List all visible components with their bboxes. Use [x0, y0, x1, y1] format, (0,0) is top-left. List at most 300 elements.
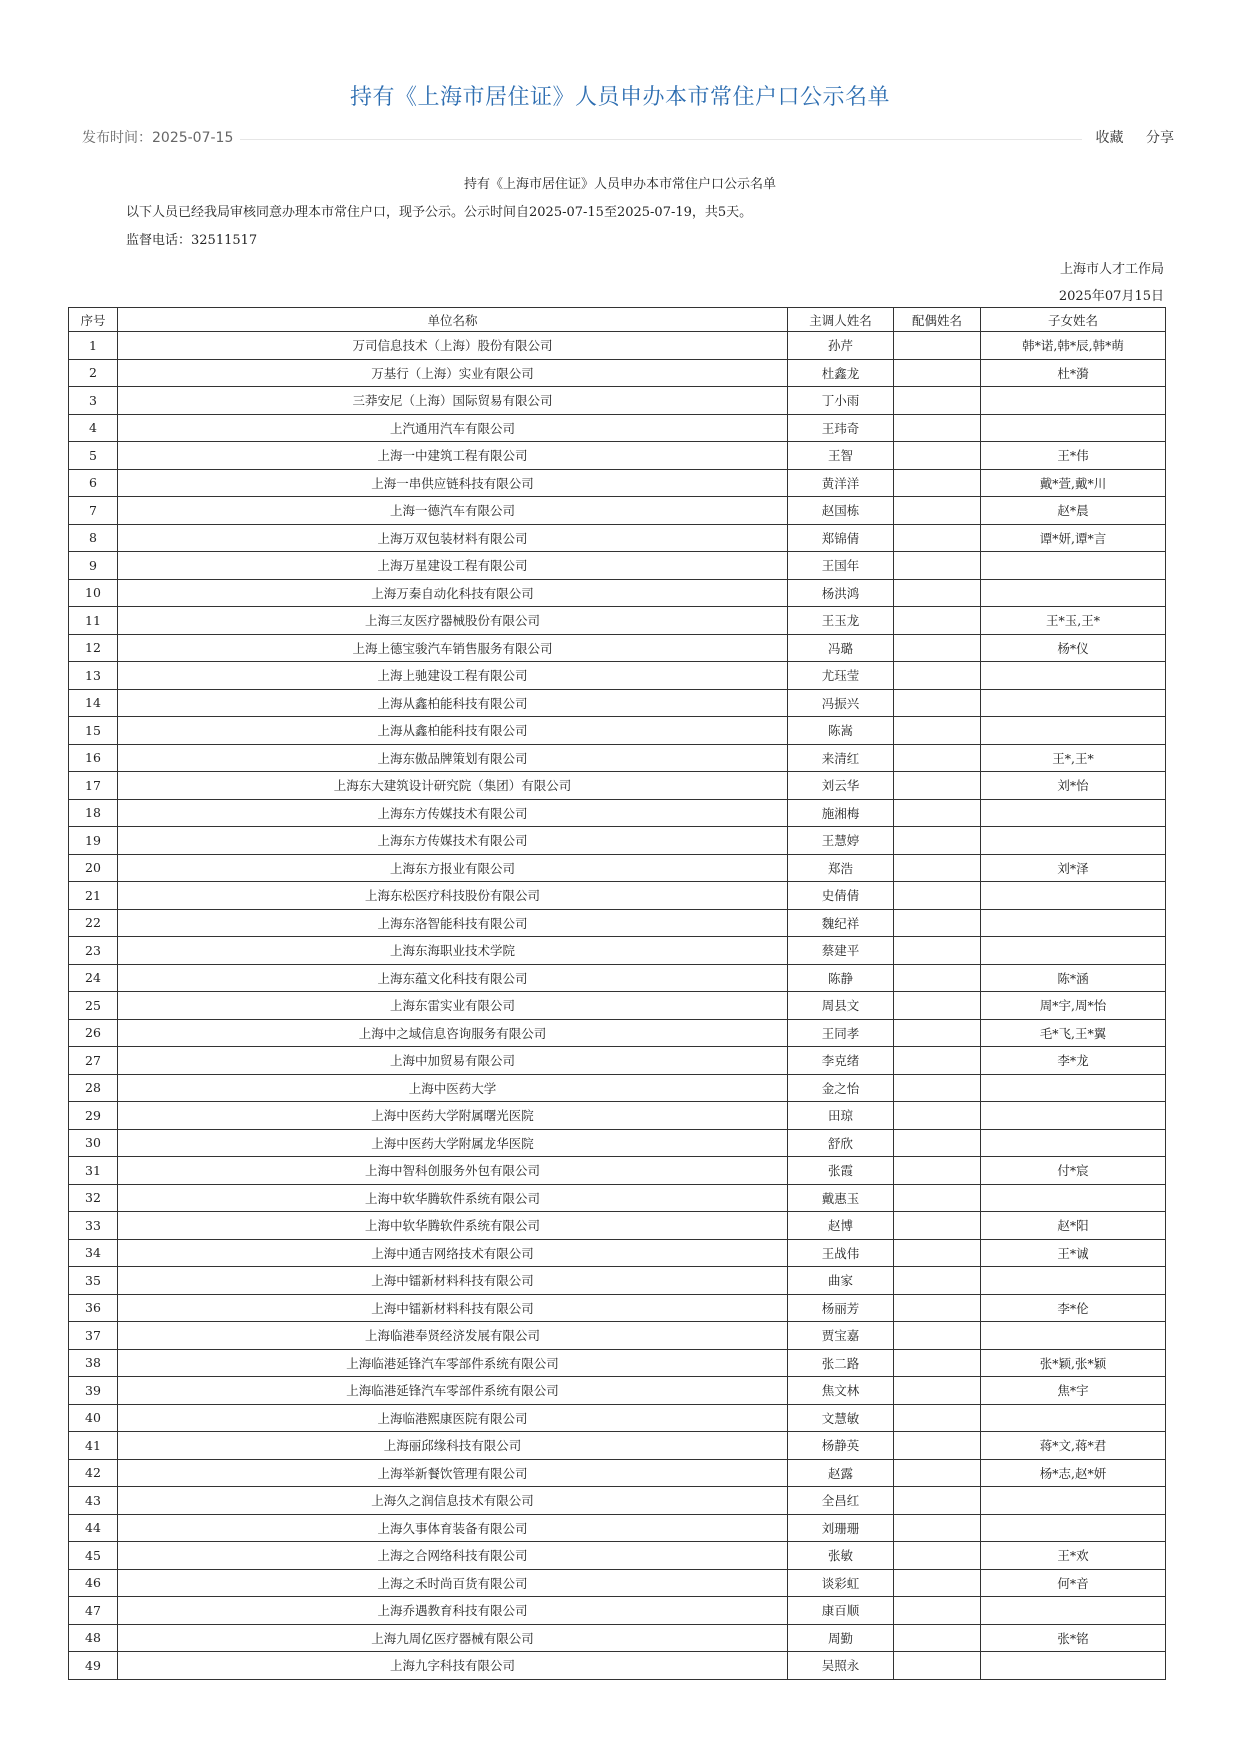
spouse-name	[894, 1157, 981, 1185]
table-row	[69, 882, 1166, 910]
table-row	[69, 579, 1166, 607]
row-index: 35	[69, 1267, 118, 1295]
row-index: 25	[69, 992, 118, 1020]
unit-name: 上海东雷实业有限公司	[118, 992, 788, 1020]
children-names: 何*音	[981, 1569, 1166, 1597]
row-index: 38	[69, 1349, 118, 1377]
spouse-name	[894, 579, 981, 607]
supervision-hotline: 监督电话：32511517	[126, 233, 258, 248]
spouse-name	[894, 1322, 981, 1350]
row-index: 40	[69, 1404, 118, 1432]
applicant-name: 尤珏莹	[788, 662, 894, 690]
table-row	[69, 772, 1166, 800]
unit-name: 上海上驰建设工程有限公司	[118, 662, 788, 690]
row-index: 33	[69, 1212, 118, 1240]
unit-name: 上海东傲品牌策划有限公司	[118, 744, 788, 772]
unit-name: 上海临港延锋汽车零部件系统有限公司	[118, 1349, 788, 1377]
table-row	[69, 937, 1166, 965]
unit-name: 上海临港奉贤经济发展有限公司	[118, 1322, 788, 1350]
applicant-name: 杜鑫龙	[788, 359, 894, 387]
applicant-name: 周县文	[788, 992, 894, 1020]
spouse-name	[894, 1102, 981, 1130]
unit-name: 上海万星建设工程有限公司	[118, 552, 788, 580]
applicant-name: 赵露	[788, 1459, 894, 1487]
unit-name: 上海丽邱缘科技有限公司	[118, 1432, 788, 1460]
children-names	[981, 552, 1166, 580]
spouse-name	[894, 1074, 981, 1102]
row-index: 48	[69, 1624, 118, 1652]
row-index: 7	[69, 497, 118, 525]
spouse-name	[894, 1459, 981, 1487]
spouse-name	[894, 1349, 981, 1377]
applicant-name: 陈嵩	[788, 717, 894, 745]
table-row	[69, 469, 1166, 497]
table-row	[69, 1542, 1166, 1570]
row-index: 24	[69, 964, 118, 992]
applicant-name: 杨静英	[788, 1432, 894, 1460]
spouse-name	[894, 909, 981, 937]
unit-name: 上海中软华腾软件系统有限公司	[118, 1212, 788, 1240]
spouse-name	[894, 634, 981, 662]
table-row	[69, 1019, 1166, 1047]
unit-name: 上海东洛智能科技有限公司	[118, 909, 788, 937]
spouse-name	[894, 1432, 981, 1460]
unit-name: 上海东方传媒技术有限公司	[118, 799, 788, 827]
children-names	[981, 827, 1166, 855]
unit-name: 上海一中建筑工程有限公司	[118, 442, 788, 470]
spouse-name	[894, 1652, 981, 1680]
unit-name: 上海乔遇教育科技有限公司	[118, 1597, 788, 1625]
applicant-name: 谈彩虹	[788, 1569, 894, 1597]
row-index: 41	[69, 1432, 118, 1460]
table-row	[69, 1652, 1166, 1680]
children-names	[981, 909, 1166, 937]
unit-name: 上海万秦自动化科技有限公司	[118, 579, 788, 607]
spouse-name	[894, 1129, 981, 1157]
applicant-name: 丁小雨	[788, 387, 894, 415]
unit-name: 三莽安尼（上海）国际贸易有限公司	[118, 387, 788, 415]
row-index: 29	[69, 1102, 118, 1130]
applicant-name: 王国年	[788, 552, 894, 580]
row-index: 28	[69, 1074, 118, 1102]
spouse-name	[894, 442, 981, 470]
children-names: 韩*诺,韩*辰,韩*萌	[981, 332, 1166, 360]
unit-name: 上海中通吉网络技术有限公司	[118, 1239, 788, 1267]
applicant-name: 周勤	[788, 1624, 894, 1652]
row-index: 31	[69, 1157, 118, 1185]
table-row	[69, 1047, 1166, 1075]
table-row	[69, 689, 1166, 717]
applicant-name: 吴照永	[788, 1652, 894, 1680]
children-names: 王*玉,王*	[981, 607, 1166, 635]
children-names: 杨*志,赵*妍	[981, 1459, 1166, 1487]
children-names	[981, 1129, 1166, 1157]
applicant-name: 蔡建平	[788, 937, 894, 965]
unit-name: 上海中软华腾软件系统有限公司	[118, 1184, 788, 1212]
applicant-name: 陈静	[788, 964, 894, 992]
document-subtitle: 持有《上海市居住证》人员申办本市常住户口公示名单	[463, 177, 776, 192]
applicant-name: 贾宝嘉	[788, 1322, 894, 1350]
table-row	[69, 332, 1166, 360]
children-names	[981, 1322, 1166, 1350]
applicant-name: 王同孝	[788, 1019, 894, 1047]
applicant-name: 郑浩	[788, 854, 894, 882]
row-index: 12	[69, 634, 118, 662]
spouse-name	[894, 772, 981, 800]
applicant-name: 全昌红	[788, 1487, 894, 1515]
applicant-name: 戴惠玉	[788, 1184, 894, 1212]
share-button[interactable]: 分享	[1146, 130, 1174, 146]
unit-name: 上海中医药大学附属龙华医院	[118, 1129, 788, 1157]
row-index: 47	[69, 1597, 118, 1625]
children-names: 王*伟	[981, 442, 1166, 470]
table-row	[69, 497, 1166, 525]
children-names	[981, 1514, 1166, 1542]
table-row	[69, 1624, 1166, 1652]
spouse-name	[894, 497, 981, 525]
row-index: 17	[69, 772, 118, 800]
row-index: 16	[69, 744, 118, 772]
table-row	[69, 634, 1166, 662]
row-index: 26	[69, 1019, 118, 1047]
table-row	[69, 744, 1166, 772]
table-row	[69, 964, 1166, 992]
spouse-name	[894, 1047, 981, 1075]
spouse-name	[894, 854, 981, 882]
applicant-name: 曲家	[788, 1267, 894, 1295]
unit-name: 上海临港熙康医院有限公司	[118, 1404, 788, 1432]
row-index: 45	[69, 1542, 118, 1570]
unit-name: 万基行（上海）实业有限公司	[118, 359, 788, 387]
row-index: 8	[69, 524, 118, 552]
row-index: 44	[69, 1514, 118, 1542]
children-names	[981, 717, 1166, 745]
table-row	[69, 442, 1166, 470]
row-index: 4	[69, 414, 118, 442]
applicant-name: 王智	[788, 442, 894, 470]
unit-name: 上海举新餐饮管理有限公司	[118, 1459, 788, 1487]
children-names	[981, 1652, 1166, 1680]
children-names	[981, 1404, 1166, 1432]
unit-name: 上海东松医疗科技股份有限公司	[118, 882, 788, 910]
applicant-name: 郑锦倩	[788, 524, 894, 552]
table-row	[69, 1459, 1166, 1487]
children-names: 谭*妍,谭*言	[981, 524, 1166, 552]
children-names: 焦*宇	[981, 1377, 1166, 1405]
children-names: 王*,王*	[981, 744, 1166, 772]
roster-body	[69, 332, 1166, 1680]
children-names: 李*伦	[981, 1294, 1166, 1322]
spouse-name	[894, 1377, 981, 1405]
spouse-name	[894, 1212, 981, 1240]
table-row	[69, 1294, 1166, 1322]
applicant-name: 王玮奇	[788, 414, 894, 442]
table-row	[69, 1074, 1166, 1102]
spouse-name	[894, 469, 981, 497]
spouse-name	[894, 689, 981, 717]
children-names: 王*欢	[981, 1542, 1166, 1570]
spouse-name	[894, 607, 981, 635]
children-names: 赵*阳	[981, 1212, 1166, 1240]
row-index: 49	[69, 1652, 118, 1680]
table-row	[69, 359, 1166, 387]
row-index: 5	[69, 442, 118, 470]
spouse-name	[894, 1597, 981, 1625]
table-row	[69, 1514, 1166, 1542]
roster-table	[68, 307, 1166, 1680]
table-row	[69, 1267, 1166, 1295]
applicant-name: 杨丽芳	[788, 1294, 894, 1322]
unit-name: 上海三友医疗器械股份有限公司	[118, 607, 788, 635]
unit-name: 上海之合网络科技有限公司	[118, 1542, 788, 1570]
children-names: 李*龙	[981, 1047, 1166, 1075]
spouse-name	[894, 1294, 981, 1322]
row-index: 9	[69, 552, 118, 580]
row-index: 30	[69, 1129, 118, 1157]
spouse-name	[894, 744, 981, 772]
spouse-name	[894, 1542, 981, 1570]
column-header-unit: 单位名称	[118, 308, 788, 332]
applicant-name: 文慧敏	[788, 1404, 894, 1432]
spouse-name	[894, 359, 981, 387]
children-names: 赵*晨	[981, 497, 1166, 525]
applicant-name: 史倩倩	[788, 882, 894, 910]
spouse-name	[894, 717, 981, 745]
children-names: 周*宇,周*怡	[981, 992, 1166, 1020]
applicant-name: 魏纪祥	[788, 909, 894, 937]
unit-name: 上海东方传媒技术有限公司	[118, 827, 788, 855]
applicant-name: 焦文林	[788, 1377, 894, 1405]
applicant-name: 张二路	[788, 1349, 894, 1377]
table-row	[69, 1129, 1166, 1157]
unit-name: 上海九字科技有限公司	[118, 1652, 788, 1680]
divider	[240, 139, 1174, 140]
unit-name: 上海中镭新材料科技有限公司	[118, 1294, 788, 1322]
spouse-name	[894, 662, 981, 690]
children-names: 杜*漪	[981, 359, 1166, 387]
applicant-name: 冯璐	[788, 634, 894, 662]
applicant-name: 张霞	[788, 1157, 894, 1185]
children-names	[981, 1487, 1166, 1515]
row-index: 10	[69, 579, 118, 607]
applicant-name: 王玉龙	[788, 607, 894, 635]
table-row	[69, 1569, 1166, 1597]
column-header-spouse: 配偶姓名	[894, 308, 981, 332]
column-header-children: 子女姓名	[981, 308, 1166, 332]
table-row	[69, 524, 1166, 552]
row-index: 2	[69, 359, 118, 387]
row-index: 43	[69, 1487, 118, 1515]
unit-name: 上海从鑫柏能科技有限公司	[118, 689, 788, 717]
applicant-name: 冯振兴	[788, 689, 894, 717]
row-index: 39	[69, 1377, 118, 1405]
children-names	[981, 1074, 1166, 1102]
applicant-name: 孙芹	[788, 332, 894, 360]
row-index: 22	[69, 909, 118, 937]
table-row	[69, 799, 1166, 827]
applicant-name: 王慧婷	[788, 827, 894, 855]
applicant-name: 黄洋洋	[788, 469, 894, 497]
table-row	[69, 1184, 1166, 1212]
table-row	[69, 607, 1166, 635]
table-row	[69, 1239, 1166, 1267]
applicant-name: 李克绪	[788, 1047, 894, 1075]
applicant-name: 刘云华	[788, 772, 894, 800]
unit-name: 上海中加贸易有限公司	[118, 1047, 788, 1075]
applicant-name: 田琼	[788, 1102, 894, 1130]
unit-name: 上海一德汽车有限公司	[118, 497, 788, 525]
spouse-name	[894, 1404, 981, 1432]
applicant-name: 来清红	[788, 744, 894, 772]
children-names: 陈*涵	[981, 964, 1166, 992]
page-title: 持有《上海市居住证》人员申办本市常住户口公示名单	[349, 85, 890, 110]
row-index: 1	[69, 332, 118, 360]
applicant-name: 张敏	[788, 1542, 894, 1570]
unit-name: 上海九周亿医疗器械有限公司	[118, 1624, 788, 1652]
table-row	[69, 827, 1166, 855]
row-index: 42	[69, 1459, 118, 1487]
row-index: 13	[69, 662, 118, 690]
publish-date: 发布时间：2025-07-15	[82, 130, 234, 146]
table-row	[69, 1597, 1166, 1625]
row-index: 23	[69, 937, 118, 965]
spouse-name	[894, 882, 981, 910]
row-index: 18	[69, 799, 118, 827]
table-row	[69, 1404, 1166, 1432]
children-names: 刘*泽	[981, 854, 1166, 882]
unit-name: 上海从鑫柏能科技有限公司	[118, 717, 788, 745]
spouse-name	[894, 827, 981, 855]
children-names: 张*铭	[981, 1624, 1166, 1652]
spouse-name	[894, 964, 981, 992]
row-index: 37	[69, 1322, 118, 1350]
issuing-authority: 上海市人才工作局	[1059, 262, 1164, 277]
applicant-name: 刘珊珊	[788, 1514, 894, 1542]
table-row	[69, 717, 1166, 745]
unit-name: 上海中医药大学	[118, 1074, 788, 1102]
unit-name: 上海东方报业有限公司	[118, 854, 788, 882]
row-index: 19	[69, 827, 118, 855]
children-names	[981, 1597, 1166, 1625]
unit-name: 上海久之润信息技术有限公司	[118, 1487, 788, 1515]
spouse-name	[894, 552, 981, 580]
unit-name: 上海久事体育装备有限公司	[118, 1514, 788, 1542]
row-index: 27	[69, 1047, 118, 1075]
row-index: 3	[69, 387, 118, 415]
table-row	[69, 909, 1166, 937]
spouse-name	[894, 1514, 981, 1542]
spouse-name	[894, 414, 981, 442]
children-names	[981, 937, 1166, 965]
applicant-name: 赵博	[788, 1212, 894, 1240]
children-names: 毛*飞,王*翼	[981, 1019, 1166, 1047]
spouse-name	[894, 992, 981, 1020]
table-row	[69, 662, 1166, 690]
children-names	[981, 387, 1166, 415]
children-names	[981, 689, 1166, 717]
table-row	[69, 1157, 1166, 1185]
unit-name: 上海之禾时尚百货有限公司	[118, 1569, 788, 1597]
children-names	[981, 1102, 1166, 1130]
spouse-name	[894, 387, 981, 415]
children-names: 蒋*文,蒋*君	[981, 1432, 1166, 1460]
children-names: 王*诚	[981, 1239, 1166, 1267]
applicant-name: 杨洪鸿	[788, 579, 894, 607]
applicant-name: 金之怡	[788, 1074, 894, 1102]
children-names	[981, 882, 1166, 910]
row-index: 46	[69, 1569, 118, 1597]
applicant-name: 施湘梅	[788, 799, 894, 827]
unit-name: 上海中镭新材料科技有限公司	[118, 1267, 788, 1295]
spouse-name	[894, 799, 981, 827]
row-index: 34	[69, 1239, 118, 1267]
applicant-name: 舒欣	[788, 1129, 894, 1157]
children-names	[981, 579, 1166, 607]
children-names: 戴*萱,戴*川	[981, 469, 1166, 497]
spouse-name	[894, 1569, 981, 1597]
applicant-name: 王战伟	[788, 1239, 894, 1267]
unit-name: 上海东大建筑设计研究院（集团）有限公司	[118, 772, 788, 800]
table-row	[69, 1432, 1166, 1460]
meta-bar	[82, 125, 1174, 149]
unit-name: 上海东蕴文化科技有限公司	[118, 964, 788, 992]
children-names: 张*颖,张*颖	[981, 1349, 1166, 1377]
table-row	[69, 1377, 1166, 1405]
row-index: 11	[69, 607, 118, 635]
unit-name: 上海万双包装材料有限公司	[118, 524, 788, 552]
spouse-name	[894, 1184, 981, 1212]
spouse-name	[894, 1267, 981, 1295]
unit-name: 万司信息技术（上海）股份有限公司	[118, 332, 788, 360]
table-row	[69, 1212, 1166, 1240]
spouse-name	[894, 524, 981, 552]
issue-date: 2025年07月15日	[1058, 289, 1164, 304]
children-names	[981, 799, 1166, 827]
favorite-button[interactable]: 收藏	[1095, 130, 1124, 146]
column-header-index: 序号	[69, 308, 118, 332]
children-names	[981, 1267, 1166, 1295]
spouse-name	[894, 1239, 981, 1267]
children-names: 刘*怡	[981, 772, 1166, 800]
table-row	[69, 1102, 1166, 1130]
unit-name: 上海中医药大学附属曙光医院	[118, 1102, 788, 1130]
table-row	[69, 552, 1166, 580]
unit-name: 上海临港延锋汽车零部件系统有限公司	[118, 1377, 788, 1405]
applicant-name: 康百顺	[788, 1597, 894, 1625]
table-row	[69, 992, 1166, 1020]
unit-name: 上海中智科创服务外包有限公司	[118, 1157, 788, 1185]
row-index: 32	[69, 1184, 118, 1212]
row-index: 14	[69, 689, 118, 717]
unit-name: 上汽通用汽车有限公司	[118, 414, 788, 442]
children-names: 杨*仪	[981, 634, 1166, 662]
unit-name: 上海一串供应链科技有限公司	[118, 469, 788, 497]
row-index: 15	[69, 717, 118, 745]
row-index: 20	[69, 854, 118, 882]
table-row	[69, 1349, 1166, 1377]
children-names	[981, 1184, 1166, 1212]
children-names	[981, 414, 1166, 442]
applicant-name: 赵国栋	[788, 497, 894, 525]
spouse-name	[894, 937, 981, 965]
spouse-name	[894, 1624, 981, 1652]
children-names	[981, 662, 1166, 690]
unit-name: 上海东海职业技术学院	[118, 937, 788, 965]
table-row	[69, 1322, 1166, 1350]
row-index: 6	[69, 469, 118, 497]
table-row	[69, 414, 1166, 442]
unit-name: 上海中之域信息咨询服务有限公司	[118, 1019, 788, 1047]
